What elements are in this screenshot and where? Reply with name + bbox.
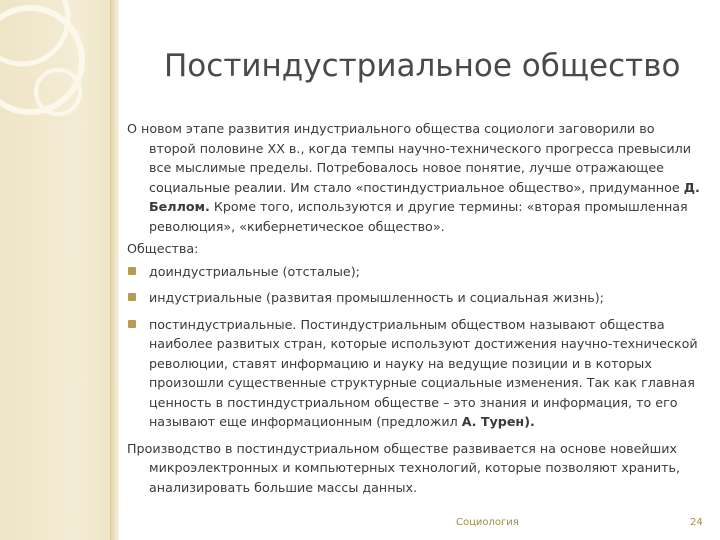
slide-title: Постиндустриальное общество xyxy=(164,48,681,84)
intro-paragraph xyxy=(127,119,705,236)
societies-list xyxy=(127,262,705,432)
list-item xyxy=(127,288,705,308)
intro-text-b: Кроме того, используются и другие термины: «вторая промышленная революция», «кибернетическое общество». xyxy=(149,199,688,234)
list-item-text: индустриальные (развитая промышленность и социальная жизнь); xyxy=(149,290,604,305)
intro-text-a: О новом этапе развития индустриального общества социологи заговорили во второй половине XX в., когда темпы научно-технического прогресса превысили все мыслимые пределы. Потребовалось новое понятие, лучше отражающее социальные реалии. Им стало «постиндустриальное общество», придуманное xyxy=(127,121,692,195)
bullet-icon xyxy=(128,320,136,328)
footer-subject: Социология xyxy=(456,517,519,528)
list-item xyxy=(127,315,705,432)
bullet-icon xyxy=(128,267,136,275)
bullet-icon xyxy=(128,293,136,301)
societies-heading: Общества: xyxy=(127,241,199,256)
page-number: 24 xyxy=(690,517,703,528)
list-item xyxy=(127,262,705,282)
list-item-bold-author: А. Турен). xyxy=(461,414,535,429)
list-item-text: постиндустриальные. Постиндустриальным обществом называют общества наиболее развитых стран, которые используют достижения научно-технической революции, ставят информацию и науку на ведущие позиции и в которых произошли существенные структурные социальные изменения. Так как главная ценность в постиндустриальном обществе – это знания и информация, то его называют еще информационным (предложил xyxy=(149,316,698,429)
production-paragraph: Производство в постиндустриальном обществе развивается на основе новейших микроэлектронных и компьютерных технологий, которые позволяют хранить, анализировать большие массы данных. xyxy=(127,440,681,495)
intro-bold-author: Д. Беллом. xyxy=(149,179,700,214)
slide-content xyxy=(127,119,705,500)
list-item-text: доиндустриальные (отсталые); xyxy=(149,263,360,279)
